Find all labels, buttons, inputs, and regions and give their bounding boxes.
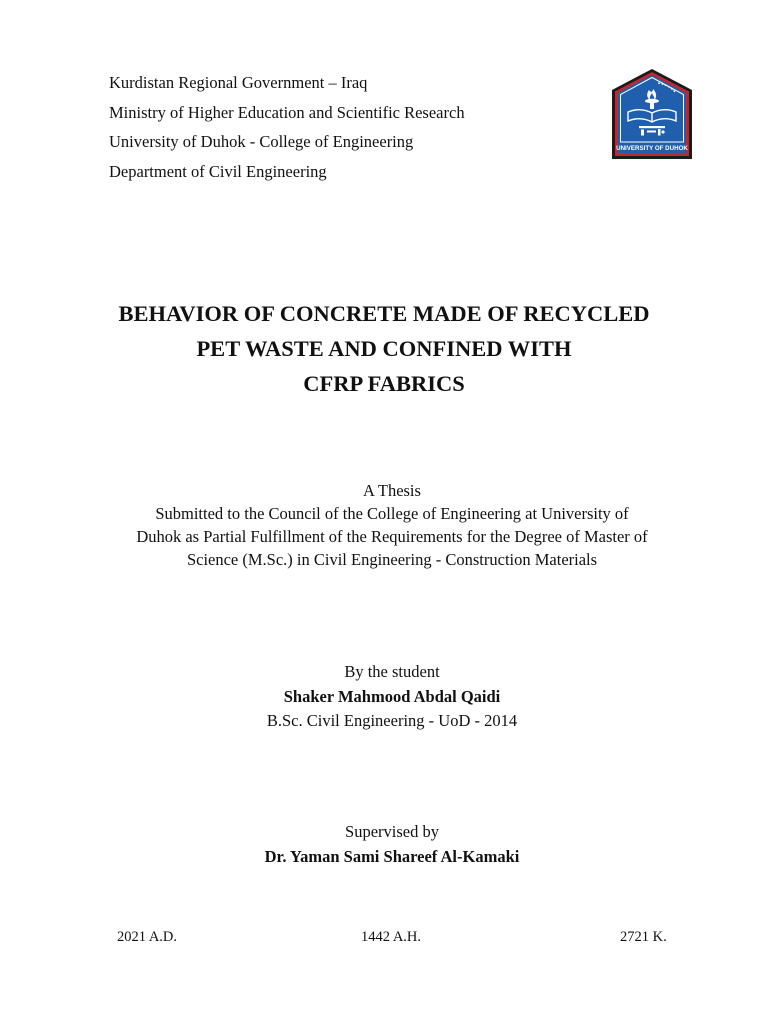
supervisor-intro: Supervised by bbox=[345, 822, 439, 841]
title-line-2: PET WASTE AND CONFINED WITH bbox=[196, 336, 572, 361]
supervisor-block bbox=[0, 820, 768, 869]
thesis-title bbox=[0, 296, 768, 401]
title-line-1: BEHAVIOR OF CONCRETE MADE OF RECYCLED bbox=[118, 301, 650, 326]
thesis-line-3: Science (M.Sc.) in Civil Engineering - Construction Materials bbox=[186, 550, 598, 569]
logo-banner-text: UNIVERSITY OF DUHOK bbox=[616, 145, 688, 152]
student-block bbox=[0, 660, 768, 734]
date-gregorian: 2021 A.D. bbox=[117, 929, 178, 945]
university-logo bbox=[611, 68, 693, 160]
student-degree: B.Sc. Civil Engineering - UoD - 2014 bbox=[266, 711, 518, 730]
student-intro: By the student bbox=[344, 662, 440, 681]
header-line-government: Kurdistan Regional Government – Iraq bbox=[109, 73, 368, 92]
thesis-label: A Thesis bbox=[363, 481, 421, 500]
header-line-ministry: Ministry of Higher Education and Scientific Research bbox=[109, 102, 465, 122]
supervisor-name: Dr. Yaman Sami Shareef Al-Kamaki bbox=[264, 846, 520, 866]
title-line-3: CFRP FABRICS bbox=[303, 371, 465, 396]
date-hijri: 1442 A.H. bbox=[361, 929, 422, 945]
header-line-department: Department of Civil Engineering bbox=[109, 161, 327, 181]
thesis-line-1: Submitted to the Council of the College of Engineering at University of bbox=[155, 504, 629, 523]
thesis-line-2: Duhok as Partial Fulfillment of the Requirements for the Degree of Master of bbox=[136, 527, 648, 546]
header-line-university: University of Duhok - College of Engineering bbox=[109, 132, 414, 151]
date-kurdish: 2721 K. bbox=[620, 929, 667, 945]
student-name: Shaker Mahmood Abdal Qaidi bbox=[283, 686, 501, 706]
institution-header bbox=[109, 68, 465, 186]
thesis-statement bbox=[0, 479, 768, 571]
